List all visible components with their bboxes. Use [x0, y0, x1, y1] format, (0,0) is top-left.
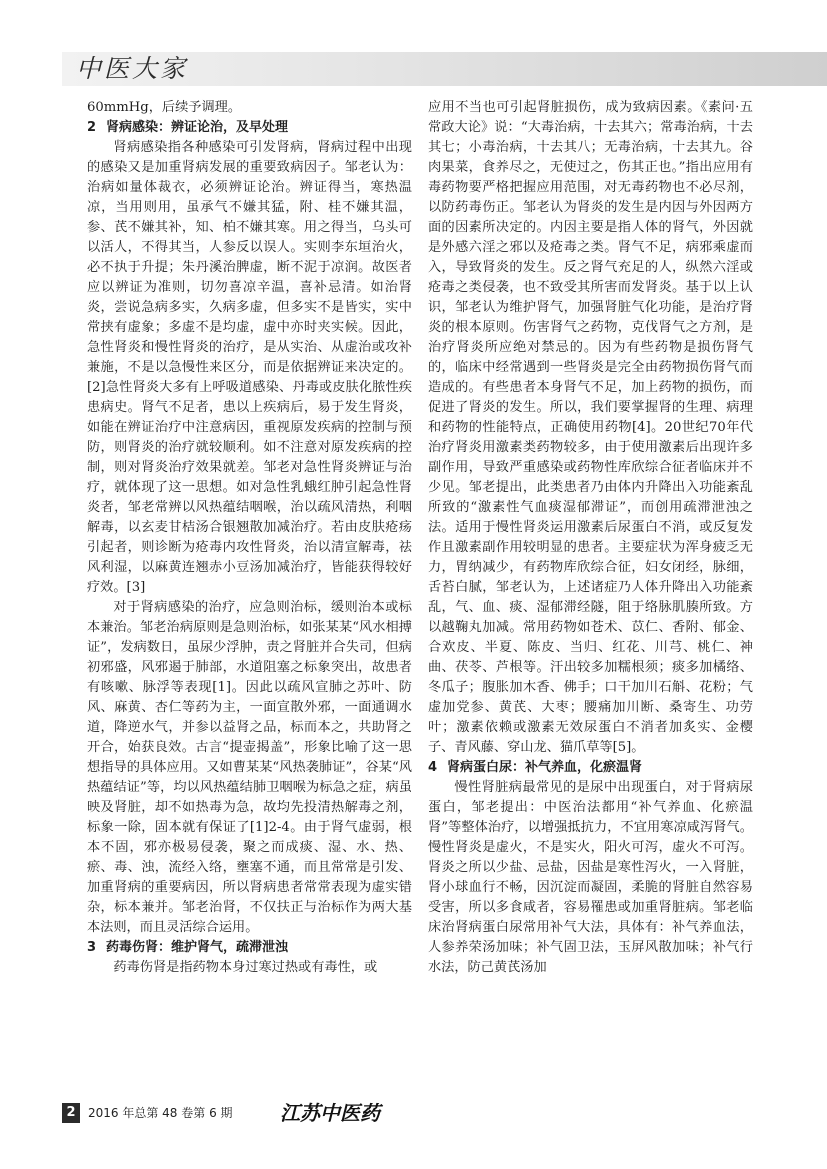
journal-name: 江苏中医药: [280, 1101, 380, 1125]
section-heading: [428, 758, 753, 778]
section-heading: [87, 118, 412, 138]
body-paragraph: 对于肾病感染的治疗，应急则治标，缓则治本或标本兼治。邹老治病原则是急则治标，如张某某“风水相搏证”，发病数日，虽尿少浮肿，责之肾脏并合失司，但病初邪盛，风邪遏于肺部，水道阻塞之标象突出，故患者有咳嗽、脉浮等表现[1]。因此以疏风宣肺之苏叶、防风、麻黄、杏仁等药为主，一面宣散外邪，一面通调水道，降逆水气，并参以益肾之品，标而本之，共助肾之开合，始获良效。古言“提壶揭盖”，形象比喻了这一思想指导的具体应用。又如曹某某“风热袭肺证”，谷某“风热蕴结证”等，均以风热蕴结肺卫咽喉为标急之症，病虽映及肾脏，却不如热毒为急，故均先投清热解毒之剂，标象一除，固本就有保证了[1]2-4。由于肾气虚弱，根本不固，邪亦极易侵袭，聚之而成痰、湿、水、热、瘀、毒、浊，流经入络，壅塞不通，而且常常是引发、加重肾病的重要病因，所以肾病患者常常表现为虚实错杂，标本兼并。邹老治肾，不仅扶正与治标作为两大基本法则，而且灵活综合运用。: [87, 600, 412, 935]
section-number: 3: [87, 940, 97, 955]
section-title: 药毒伤肾：维护肾气，疏滞泄浊: [106, 940, 289, 955]
body-paragraph: 肾病感染指各种感染可引发肾病，肾病过程中出现的感染又是加重肾病发展的重要致病因子。邹老认为：治病如量体裁衣，必须辨证论治。辨证得当，寒热温凉，当用则用，虽承气不嫌其猛，附、桂不嫌其温，参、芪不嫌其补，知、柏不嫌其寒。用之得当，乌头可以活人，不得其当，人参反以误人。实则李东垣治火，必不执于升提；朱丹溪治脾虚，断不泥于凉润。故医者应以辨证为准则，切勿喜凉辛温，喜补忌清。如治肾炎，尝说急病多实，久病多虚，但多实不是皆实，实中常挟有虚象；多虚不是均虚，虚中亦时夹实候。因此，急性肾炎和慢性肾炎的治疗，是从实治、从虚治或攻补兼施，不是以急慢性来区分，而是依据辨证来决定的。[2]急性肾炎大多有上呼吸道感染、丹毒或皮肤化脓性疾患病史。肾气不足者，患以上疾病后，易于发生肾炎，如能在辨证治疗中注意病因，重视原发疾病的控制与预防，则肾炎的治疗就较顺利。如不注意对原发疾病的控制，则对肾炎治疗效果就差。邹老对急性肾炎辨证与治疗，就体现了这一思想。如对急性乳蛾红肿引起急性肾炎者，邹老常辨以风热蕴结咽喉，治以疏风清热，利咽解毒，以玄麦甘桔汤合银翘散加减治疗。若由皮肤疮疡引起者，则诊断为疮毒内攻性肾炎，治以清宣解毒，祛风利湿，以麻黄连翘赤小豆汤加减治疗，皆能获得较好疗效。[3]: [87, 140, 412, 595]
body-paragraph: 慢性肾脏病最常见的是尿中出现蛋白，对于肾病尿蛋白，邹老提出：中医治法都用“补气养血、化瘀温肾”等整体治疗，以增强抵抗力，不宜用寒凉咸泻肾气。慢性肾炎是虚火，不是实火，阳火可泻，虚火不可泻。肾炎之所以少盐、忌盐，因盐是寒性泻火，一入肾脏，肾小球血行不畅，因沉淀而凝固，柔脆的肾脏自然容易受害，所以多食咸者，容易罹患或加重肾脏病。邹老临床治肾病蛋白尿常用补气大法，具体有：补气养血法，人参养荣汤加味；补气固卫法，玉屏风散加味；补气行水法，防己黄芪汤加: [428, 780, 753, 975]
section-heading: [87, 938, 412, 958]
section-number: 4: [428, 760, 438, 775]
body-paragraph: 60mmHg，后续予调理。: [87, 100, 242, 115]
page-number: 2: [62, 1103, 80, 1123]
body-paragraph: 药毒伤肾是指药物本身过寒过热或有毒性，或: [113, 960, 378, 975]
issue-info: 2016 年总第 48 卷第 6 期: [88, 1106, 233, 1120]
left-column: [87, 98, 412, 978]
body-paragraph: 应用不当也可引起肾脏损伤，成为致病因素。《素问·五常政大论》说：“大毒治病，十去其六；常毒治病，十去其七；小毒治病，十去其八；无毒治病，十去其九。谷肉果菜，食养尽之，无使过之，伤其正也。”指出应用有毒药物要严格把握应用范围，对无毒药物也不必尽剂，以防药毒伤正。邹老认为肾炎的发生是内因与外因两方面的因素所决定的。内因主要是指人体的肾气，外因就是外感六淫之邪以及疮毒之类。肾气不足，病邪乘虚而入，导致肾炎的发生。反之肾气充足的人，纵然六淫或疮毒之类侵袭，也不致受其所害而发肾炎。基于以上认识，邹老认为维护肾气，加强肾脏气化功能，是治疗肾炎的根本原则。伤害肾气之药物，克伐肾气之方剂，是治疗肾炎所应绝对禁忌的。因为有些药物是损伤肾气的，临床中经常遇到一些肾炎是完全由药物损伤肾气而造成的。有些患者本身肾气不足，加上药物的损伤，而促进了肾炎的发生。所以，我们要掌握肾的生理、病理和药物的性能特点，正确使用药物[4]。20世纪70年代治疗肾炎用激素类药物较多，由于使用激素后出现许多副作用，导致严重感染或药物性库欣综合征者临床并不少见。邹老提出，此类患者乃由体内升降出入功能紊乱所致的“激素性气血痰湿郁滞证”，而创用疏滞泄浊之法。适用于慢性肾炎运用激素后尿蛋白不消，或反复发作且激素副作用较明显的患者。主要症状为浑身疲乏无力，胃纳减少，有药物库欣综合征，妇女闭经，脉细，舌苔白腻，邹老认为，上述诸症乃人体升降出入功能紊乱，气、血、痰、湿郁滞经隧，阻于络脉肌腠所致。方以越鞠丸加减。常用药物如苍术、苡仁、香附、郁金、合欢皮、半夏、陈皮、当归、红花、川芎、桃仁、神曲、茯苓、芦根等。汗出较多加糯根须；痰多加橘络、冬瓜子；腹胀加木香、佛手；口干加川石斛、花粉；气虚加党参、黄芪、大枣；腰痛加川断、桑寄生、功劳叶；激素依赖或激素无效尿蛋白不消者加炙实、金樱子、青风藤、穿山龙、猫爪草等[5]。: [428, 100, 753, 755]
page-footer: [62, 1097, 752, 1131]
column-title: 中医大家: [76, 54, 189, 83]
section-title: 肾病感染：辨证论治，及早处理: [106, 120, 289, 135]
right-column: [428, 98, 753, 978]
section-number: 2: [87, 120, 97, 135]
section-title: 肾病蛋白尿：补气养血，化瘀温肾: [447, 760, 643, 775]
